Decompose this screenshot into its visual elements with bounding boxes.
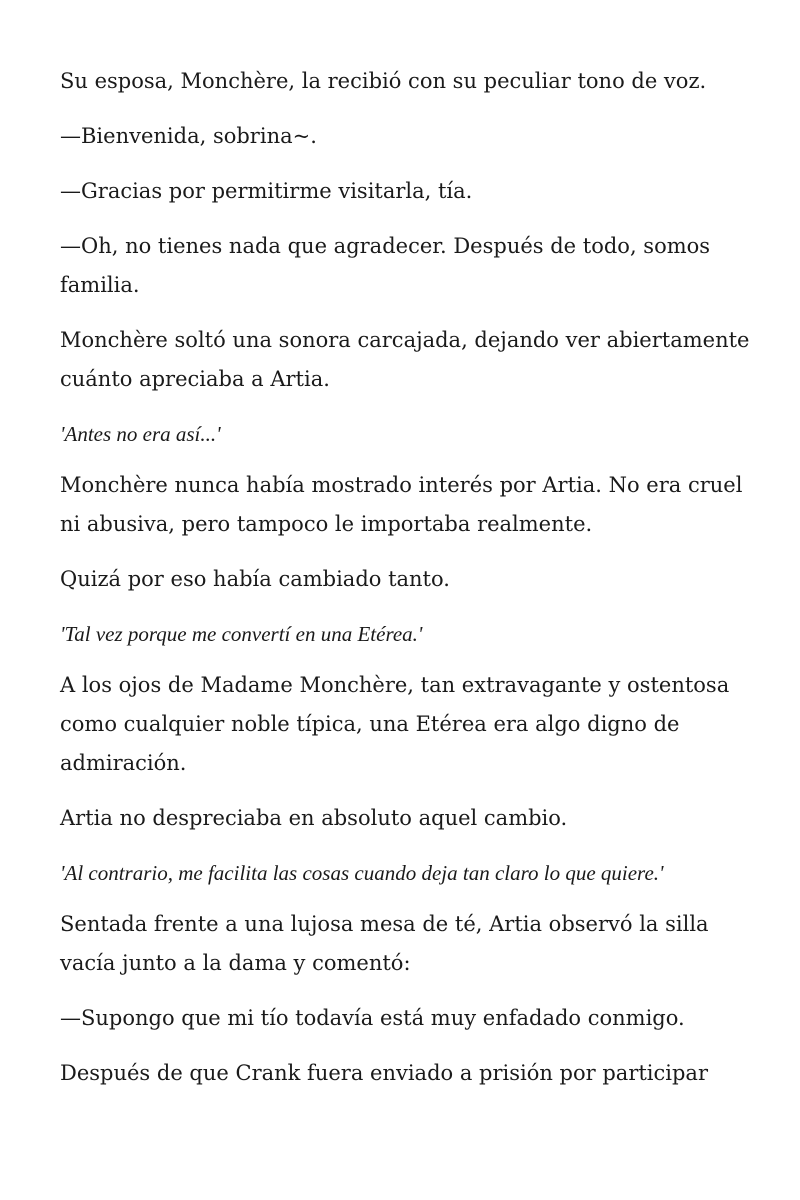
paragraph: Artia no despreciaba en absoluto aquel cambio. xyxy=(60,806,568,830)
paragraph: Monchère soltó una sonora carcajada, dejando ver abiertamente cuánto apreciaba a Artia. xyxy=(60,328,750,391)
paragraph: Después de que Crank fuera enviado a prisión por participar xyxy=(60,1061,708,1085)
dialogue-line: —Gracias por permitirme visitarla, tía. xyxy=(60,179,473,203)
dialogue-line: —Bienvenida, sobrina~. xyxy=(60,124,317,148)
paragraph: Sentada frente a una lujosa mesa de té, Artia observó la silla vacía junto a la dama y comentó: xyxy=(60,912,709,975)
paragraph: Quizá por eso había cambiado tanto. xyxy=(60,567,450,591)
dialogue-line: —Supongo que mi tío todavía está muy enfadado conmigo. xyxy=(60,1006,685,1030)
paragraph: A los ojos de Madame Monchère, tan extravagante y ostentosa como cualquier noble típica, una Etérea era algo digno de admiración. xyxy=(60,673,730,775)
inner-thought: 'Antes no era así...' xyxy=(60,422,221,446)
dialogue-line: —Oh, no tienes nada que agradecer. Después de todo, somos familia. xyxy=(60,234,711,297)
inner-thought: 'Tal vez porque me convertí en una Etérea.' xyxy=(60,622,423,646)
reader-page xyxy=(60,62,750,1109)
inner-thought: 'Al contrario, me facilita las cosas cuando deja tan claro lo que quiere.' xyxy=(60,861,664,885)
paragraph: Monchère nunca había mostrado interés por Artia. No era cruel ni abusiva, pero tampoco le importaba realmente. xyxy=(60,473,743,536)
paragraph: Su esposa, Monchère, la recibió con su peculiar tono de voz. xyxy=(60,69,707,93)
